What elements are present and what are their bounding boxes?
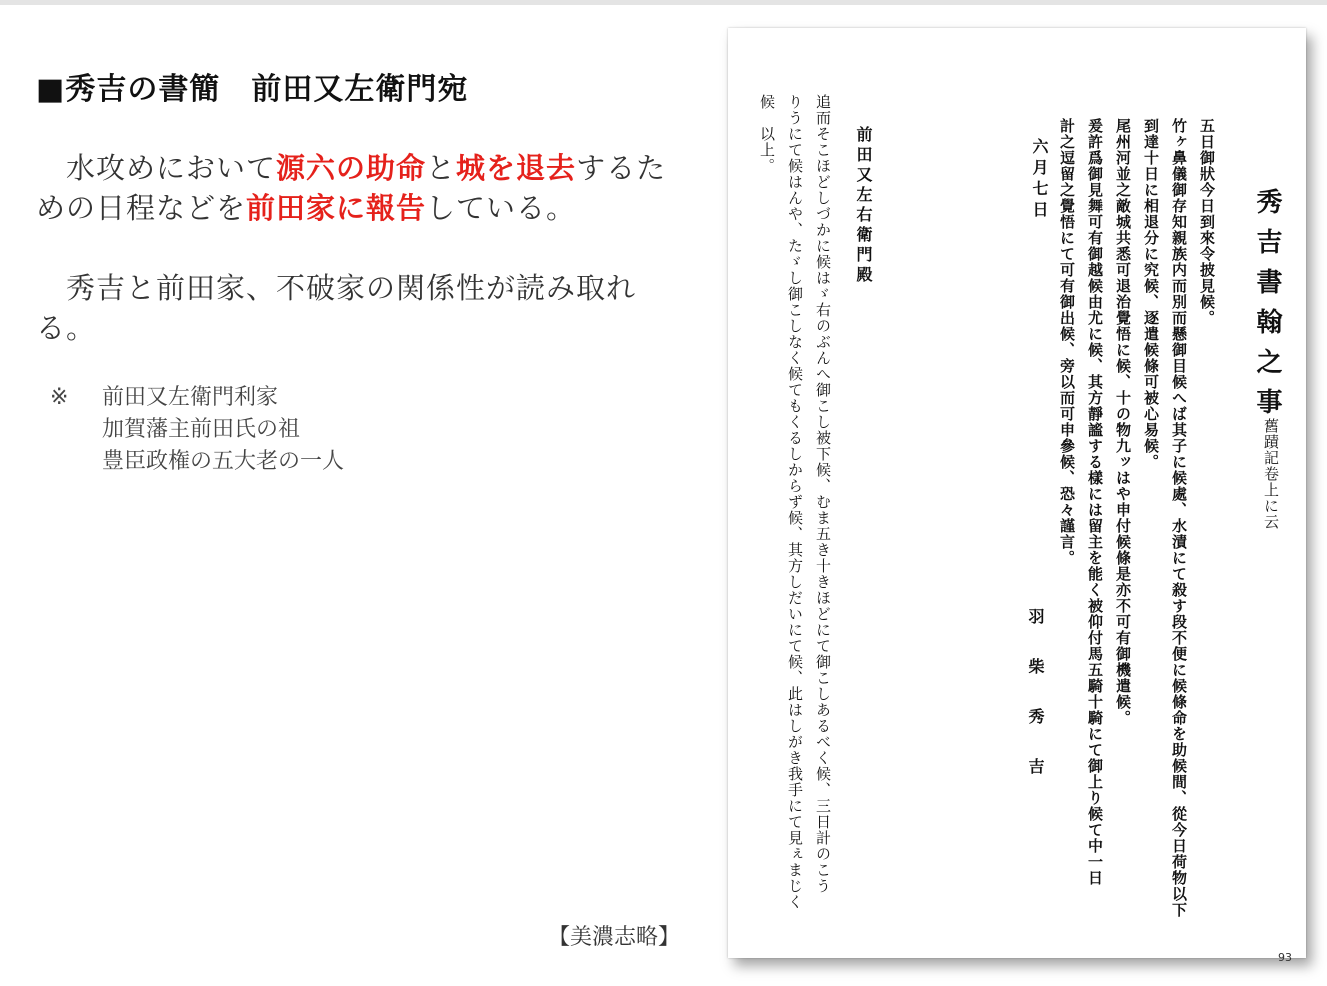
letter-line: 五日御狀今日到來令披見候。 <box>1198 118 1216 326</box>
note-line: 豊臣政権の五大老の一人 <box>102 449 345 474</box>
letter-line: 竹ヶ鼻儀御存知親族内而別而懸御目候へば其子に候處、水漬にて殺す段不便に候條命を助候間、從今日荷物以下 <box>1170 118 1188 918</box>
para-text: と <box>426 151 457 185</box>
relationship-paragraph: 秀吉と前田家、不破家の関係性が読み取れる。 <box>36 271 637 345</box>
letter-line: 爰許爲御見舞可有御越候由尤に候、其方靜謐する樣には留主を能く被仰付馬五騎十騎にて御上り候て中一日 <box>1086 118 1104 886</box>
document-scan <box>728 28 1306 964</box>
letter-addressee: 前田又左右衛門殿 <box>854 126 873 286</box>
highlight-rescue: 源六の助命 <box>276 151 427 185</box>
letter-signature: 羽柴秀吉 <box>1026 608 1045 808</box>
note-mark: ※ <box>50 385 69 410</box>
postscript-line: りうにて候はんや、たゞし御こしなく候てもくるしからず候、其方しだいにて候、此はしがき我手にて見ぇまじく <box>786 94 804 910</box>
postscript-line: 候 以上。 <box>758 94 776 174</box>
note-line: 前田又左衛門利家 <box>102 385 279 410</box>
document-subtitle: 舊蹟記卷上に云 <box>1262 418 1280 530</box>
para-text: するための日程などを <box>36 151 667 225</box>
letter-line: 到達十日に相退分に究候、逐遣候條可被心易候。 <box>1142 118 1160 470</box>
postscript-line: 追而そこほどしづかに候はゞ右のぶんへ御こし被下候、むま五き十きほどにて御こしあるべく候、三日計のこう <box>814 94 832 894</box>
note-lines <box>102 382 344 478</box>
source-citation: 【美濃志略】 <box>548 925 681 950</box>
note-line: 加賀藩主前田氏の祖 <box>102 417 301 442</box>
para-text: 水攻めにおいて <box>36 151 277 185</box>
para-text: している。 <box>426 191 577 225</box>
slide-title: ■秀吉の書簡 前田又左衛門宛 <box>36 72 469 107</box>
document-title: 秀吉書翰之事 <box>1252 188 1282 428</box>
letter-date: 六月七日 <box>1030 138 1049 222</box>
letter-line: 計之逗留之覺悟にて可有御出候、旁以而可申參候、恐々謹言。 <box>1058 118 1076 566</box>
page-number: 93 <box>1278 951 1292 964</box>
top-bar <box>0 0 1327 5</box>
letter-line: 尾州河並之敵城共悉可退治覺悟に候、十の物九ッはや申付候條是亦不可有御機遣候。 <box>1114 118 1132 726</box>
summary-paragraph <box>36 148 686 228</box>
highlight-report: 前田家に報告 <box>246 191 427 225</box>
highlight-withdraw: 城を退去 <box>456 151 577 185</box>
